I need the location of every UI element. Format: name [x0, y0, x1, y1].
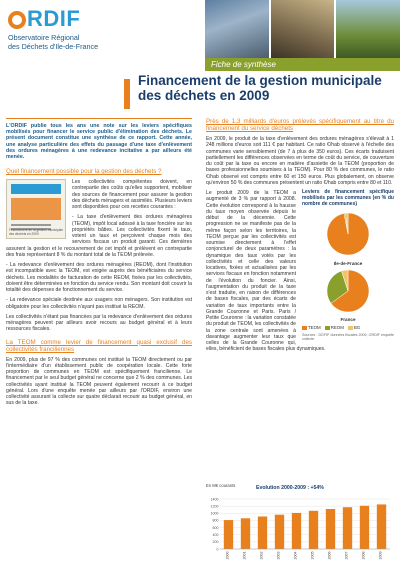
- photo-landscape: [336, 0, 400, 58]
- legend-label: TEOM: [308, 325, 321, 331]
- x-tick-label: 2002: [259, 551, 264, 560]
- pie-chart-france: [302, 267, 394, 315]
- legend-item: [302, 325, 321, 331]
- legend-item: [348, 325, 360, 331]
- cover-header-band: [11, 184, 61, 194]
- pie-chart-idf: [302, 210, 394, 258]
- y-tick-label: 800: [212, 518, 219, 523]
- section-title-amount: Près de 1,3 milliards d'euros prélevés spécifiquement au titre du financement du service déchets: [206, 118, 394, 132]
- header-photos: [205, 0, 400, 58]
- bar-2008: [360, 506, 369, 549]
- legend-item: [325, 325, 344, 331]
- y-tick-label: 1200: [210, 504, 219, 509]
- document-title: Financement de la gestion municipale des déchets en 2009: [138, 73, 382, 103]
- pie-legend: [302, 325, 394, 331]
- bar-2003: [275, 515, 284, 549]
- legend-swatch: [348, 326, 353, 330]
- bar-chart-svg: [206, 481, 394, 563]
- logo-letters: RDIF: [27, 6, 81, 31]
- bar-chart-title: Evolution 2000-2009 : +54%: [256, 485, 324, 491]
- x-tick-label: 2007: [344, 551, 349, 560]
- bar-chart-ylabel: En M€ courants: [206, 483, 236, 488]
- x-tick-label: 2009: [378, 551, 383, 560]
- y-tick-label: 0: [216, 547, 219, 552]
- paragraph: Les collectivités n'étant pas financées par la redevance d'enlèvement des ordures ménagères peuvent par ailleurs avoir recours au budget général et à leurs ressources fiscales.: [6, 313, 192, 333]
- pie-chart-title: Leviers de financement spécifique mobilisés par les communes (en % du nombre de communes): [302, 189, 394, 207]
- photo-bins: [271, 0, 335, 58]
- photo-sorting-plant: [205, 0, 269, 58]
- section-title-teom: La TEOM comme levier de financement quasi exclusif des collectivités franciliennes: [6, 338, 192, 353]
- legend-label: BG: [353, 325, 361, 331]
- y-tick-label: 1400: [210, 497, 219, 502]
- paragraph: Les collectivités compétentes doivent, en contrepartie des coûts qu'elles supportent, mobiliser des sources de financement pour assurer la gestion des déchets ménagers et assimilés. Plusieurs leviers sont disponibles pour ces recettes courantes :: [72, 179, 192, 211]
- paragraph: En 2009, plus de 97 % des communes ont institué la TEOM directement ou par l'intermédiaire d'un établissement public de coopération locale. Cette forte proportion de communes en TEOM est spécifiquement francilienne. Le financement par le seul budget général ne concerne que 2 % des communes. Les collectivités ayant institué la TEOM peuvent également recourir à ce budget général. Lors d'une enquête menée par ailleurs par l'ORDIF, environ une collectivité assurant la collecte sur quatre déclarait recourir au budget général, en sus de la taxe.: [6, 356, 192, 407]
- cover-image: [11, 198, 61, 220]
- bar-2001: [241, 518, 250, 549]
- logo-subtitle: [8, 34, 208, 51]
- paragraph: - La redevance spéciale destinée aux usagers non ménagers. Son institution est obligatoire pour les collectivités n'ayant pas institué la REOM.: [6, 297, 192, 310]
- logo-ring-icon: [8, 11, 26, 29]
- paragraph: - La taxe d'enlèvement des ordures ménagères (TEOM), impôt local adossé à la taxe foncière sur les propriétés bâties. Les collectivités fixent le taux, votent un taux et perçoivent chaque mois des services fiscaux un produit garanti. Ces dernières assurent la gestion et le recouvrement de cet impôt et prélèvent en contrepartie des frais représentant 8 % du montant total de la TEOM prélevée.: [6, 214, 192, 258]
- bar-chart: [206, 481, 394, 563]
- logo-subtitle-line-2: des Déchets d'Ile-de-France: [8, 41, 99, 51]
- legend-swatch: [325, 326, 330, 330]
- x-tick-label: 2001: [242, 551, 247, 560]
- y-tick-label: 1000: [210, 511, 219, 516]
- pie-label-france: France: [340, 317, 356, 323]
- legend-label: REOM: [330, 325, 344, 331]
- y-tick-label: 600: [212, 525, 219, 530]
- x-tick-label: 2004: [293, 551, 298, 560]
- pie-chart-block: [302, 190, 394, 341]
- paragraph: En 2009, le produit de la taxe d'enlèvement des ordures ménagères s'élevait à 1 248 millions d'euros soit 111 € par habitant. Ce ratio €/hab observé à l'échelle des communes varie sensiblement (de 7 à plus de 350 euros). Ces écarts traduisent partiellement les différences observées en terme de coût du service, de couverture du coût par la taxe ou encore en matière d'assiette de la TEOM (proportion de bases professionnelles soumises à la TEOM). Pour 80 % des communes, le ratio €/hab observé est compris entre 60 et 150 euros. Plus globalement, on observe qu'environ 50 % des communes présentent un ratio €/hab compris entre 80 et 110.: [206, 136, 394, 186]
- paragraph: - La redevance d'enlèvement des ordures ménagères (REOM), dont l'institution est incompatible avec la TEOM, est exigée auprès des bénéficiaires du service déchets. Les modalités de facturation de cette REOM, fixées par les collectivités, doivent être déterminées en fonction du service rendu. Son montant doit couvrir la totalité des dépenses de fonctionnement du service.: [6, 262, 192, 294]
- paragraph: Le produit 2009 de la TEOM a augmenté de 3 % par rapport à 2008. Cette évolution correspond à la hausse du taux moyen observée depuis le début de la décennie. Cette progression ne se manifeste pas de la même façon selon les territoires, la TEOM perçue par les collectivités est soumise directement à l'effet conjoncturel de deux paramètres : la dynamique des taux votés par les collectivités et celle des valeurs locatives, fixées et actualisées par les services fiscaux en fonction notamment de l'évolution du foncier. Ainsi, l'augmentation du produit de la taxe s'est traduite, en raison de différences de bases fiscales, par des écarts de variation de taux importants entre la Grande Couronne et Paris. Paris / Petite Couronne : la variation constatée du produit de TEOM, les collectivités de la zone centrale sont amenées à davantage augmenter leur taux que celles de la Grande Couronne qui, elles, bénéficient de bases fiscales plus dynamiques.: [206, 190, 326, 353]
- document-cover-thumbnail: [6, 179, 66, 239]
- bar-2004: [292, 513, 301, 549]
- section-title-financing: Quel financement possible pour la gestion des déchets ?: [6, 168, 162, 176]
- bar-2000: [224, 520, 233, 549]
- cover-text-line: [11, 224, 51, 226]
- bar-2005: [309, 511, 318, 549]
- legend-swatch: [302, 326, 307, 330]
- pie-label-idf: Ile-de-France: [333, 260, 363, 266]
- title-accent-bar: [124, 79, 130, 109]
- bar-2002: [258, 517, 267, 550]
- title-band: [0, 71, 400, 111]
- fiche-label: Fiche de synthèse: [205, 58, 400, 71]
- logo-block: [8, 6, 208, 51]
- x-tick-label: 2003: [276, 551, 281, 560]
- y-tick-label: 400: [212, 533, 219, 538]
- bar-2009: [377, 504, 386, 549]
- y-tick-label: 200: [212, 540, 219, 545]
- x-tick-label: 2005: [310, 551, 315, 560]
- intro-paragraph: L'ORDIF publie tous les ans une note sur les leviers spécifiques mobilisés pour financer le service public d'élimination des déchets. Le présent document constitue une synthèse de ce rapport. Cette année, une analyse particulière des effets du passage d'une taxe d'enlèvement des ordures ménagères à une redevance incitative a par ailleurs été menée.: [6, 118, 192, 160]
- pie-source-note: Sources : DGFIP données fiscales 2009, ORDIF enquête collecte: [302, 332, 394, 341]
- bar-2006: [326, 509, 335, 549]
- x-tick-label: 2006: [327, 551, 332, 560]
- right-column: [206, 118, 394, 357]
- logo-subtitle-line-1: Observatoire Régional: [8, 33, 80, 42]
- ordif-logo: [8, 6, 208, 32]
- x-tick-label: 2008: [361, 551, 366, 560]
- cover-caption: Financement de la gestion municipale des déchets en 2009: [9, 228, 63, 236]
- bar-2007: [343, 507, 352, 549]
- x-tick-label: 2000: [225, 551, 230, 560]
- left-column: [6, 118, 192, 411]
